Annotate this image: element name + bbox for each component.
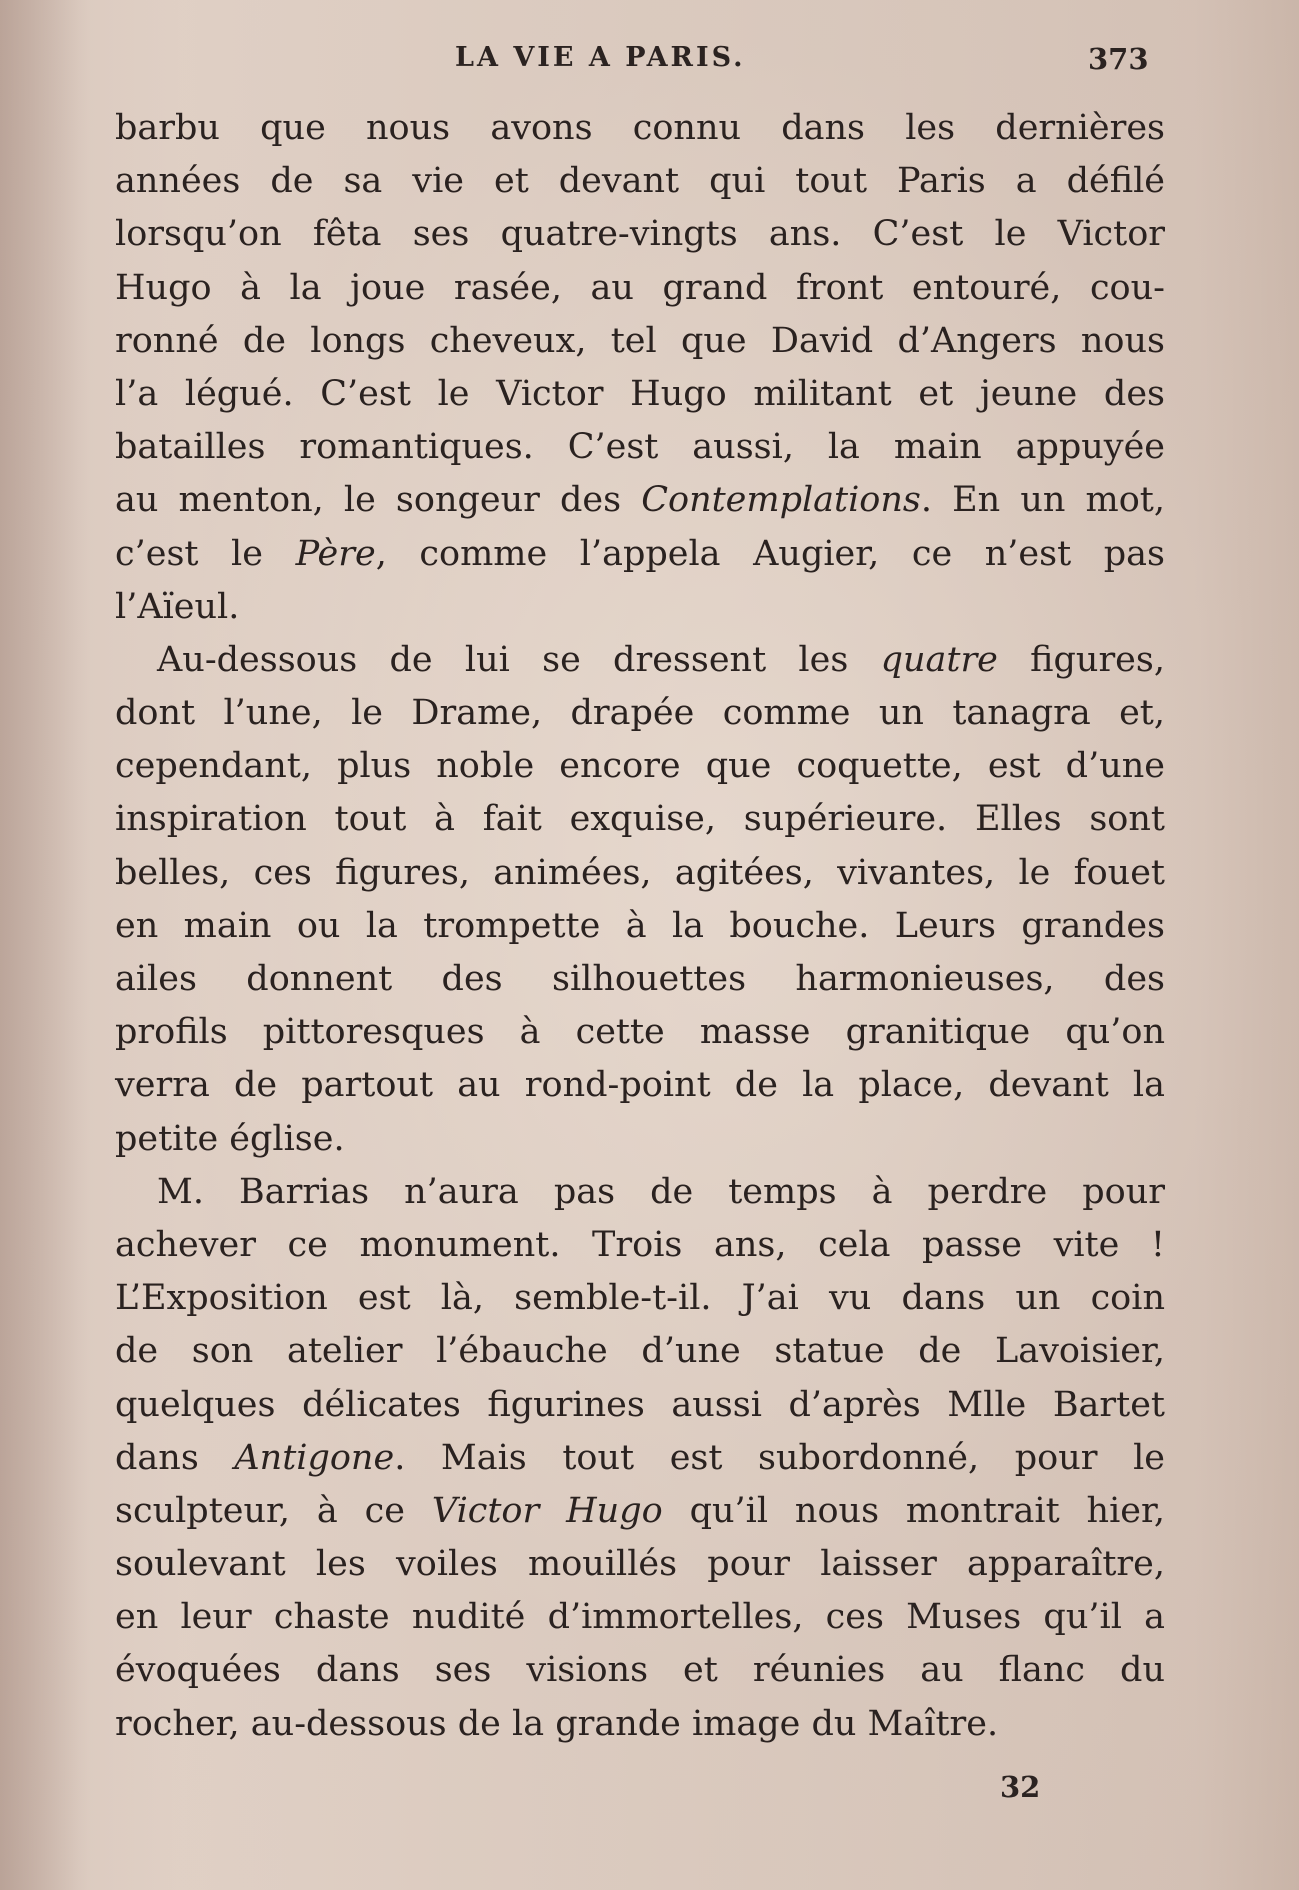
text-line: barbu que nous avons connu dans les dernières xyxy=(115,108,1165,148)
page-number: 373 xyxy=(1088,42,1149,76)
text-line: dont l’une, le Drame, drapée comme un tanagra et, xyxy=(115,693,1165,734)
text-line: achever ce monument. Trois ans, cela passe vite ! xyxy=(115,1224,1165,1265)
text-line: ronné de longs cheveux, tel que David d’Angers nous xyxy=(115,320,1165,361)
text-line: ailes donnent des silhouettes harmonieuses, des xyxy=(115,959,1165,999)
text-line: verra de partout au rond-point de la place, devant la xyxy=(115,1065,1165,1106)
text-segment: , comme l’appela Augier, ce n’est pas xyxy=(375,533,1165,574)
text-segment: c’est le xyxy=(115,533,296,574)
italic-title: Antigone xyxy=(234,1437,395,1478)
text-line: évoquées dans ses visions et réunies au flanc du xyxy=(115,1650,1165,1691)
signature-mark: 32 xyxy=(1000,1770,1041,1804)
running-title: LA VIE A PARIS. xyxy=(455,42,746,73)
text-line: inspiration tout à fait exquise, supérieure. Elles sont xyxy=(115,799,1165,840)
text-line xyxy=(115,1485,1165,1538)
paragraph-1 xyxy=(115,102,1165,634)
text-line xyxy=(115,1432,1165,1485)
text-segment: sculpteur, à ce xyxy=(115,1490,432,1531)
paragraph-2 xyxy=(115,634,1165,1166)
text-line: profils pittoresques à cette masse granitique qu’on xyxy=(115,1012,1165,1053)
text-line: rocher, au-dessous de la grande image du Maître. xyxy=(115,1703,999,1744)
text-segment: dans xyxy=(115,1437,235,1478)
text-line: en leur chaste nudité d’immortelles, ces Muses qu’il a xyxy=(115,1597,1165,1638)
text-line: soulevant les voiles mouillés pour laisser apparaître, xyxy=(115,1544,1165,1585)
italic-title: Victor Hugo xyxy=(431,1490,663,1531)
body-text xyxy=(115,102,1165,1751)
text-line: belles, ces figures, animées, agitées, vivantes, le fouet xyxy=(115,852,1165,893)
text-line: quelques délicates figurines aussi d’après Mlle Bartet xyxy=(115,1384,1165,1425)
text-line: l’Aïeul. xyxy=(115,586,240,627)
italic-title: Contemplations xyxy=(641,480,921,521)
text-line xyxy=(115,474,1165,527)
text-segment: qu’il nous montrait hier, xyxy=(662,1490,1166,1531)
text-line: l’a légué. C’est le Victor Hugo militant et jeune des xyxy=(115,373,1165,414)
text-segment: au menton, le songeur des xyxy=(115,480,642,521)
text-line xyxy=(115,634,1165,687)
text-line: petite église. xyxy=(115,1118,345,1159)
text-segment: . En un mot, xyxy=(920,480,1165,521)
text-segment: figures, xyxy=(997,639,1165,680)
text-line: années de sa vie et devant qui tout Paris a défilé xyxy=(115,161,1165,202)
text-line: cependant, plus noble encore que coquette, est d’une xyxy=(115,746,1165,787)
text-line: M. Barrias n’aura pas de temps à perdre pour xyxy=(157,1171,1165,1212)
text-line: lorsqu’on fêta ses quatre-vingts ans. C’est le Victor xyxy=(115,214,1165,255)
text-segment: Au-dessous de lui se dressent les xyxy=(157,639,881,680)
italic-word: quatre xyxy=(880,639,998,680)
text-line: en main ou la trompette à la bouche. Leurs grandes xyxy=(115,905,1165,946)
italic-word: Père xyxy=(295,533,376,574)
paragraph-3 xyxy=(115,1166,1165,1751)
text-line: batailles romantiques. C’est aussi, la main appuyée xyxy=(115,427,1165,468)
text-line: L’Exposition est là, semble-t-il. J’ai vu dans un coin xyxy=(115,1278,1165,1319)
text-line xyxy=(115,528,1165,581)
text-line: de son atelier l’ébauche d’une statue de Lavoisier, xyxy=(115,1331,1165,1372)
text-line: Hugo à la joue rasée, au grand front entouré, cou- xyxy=(115,267,1165,308)
text-segment: . Mais tout est subordonné, pour le xyxy=(394,1437,1165,1478)
